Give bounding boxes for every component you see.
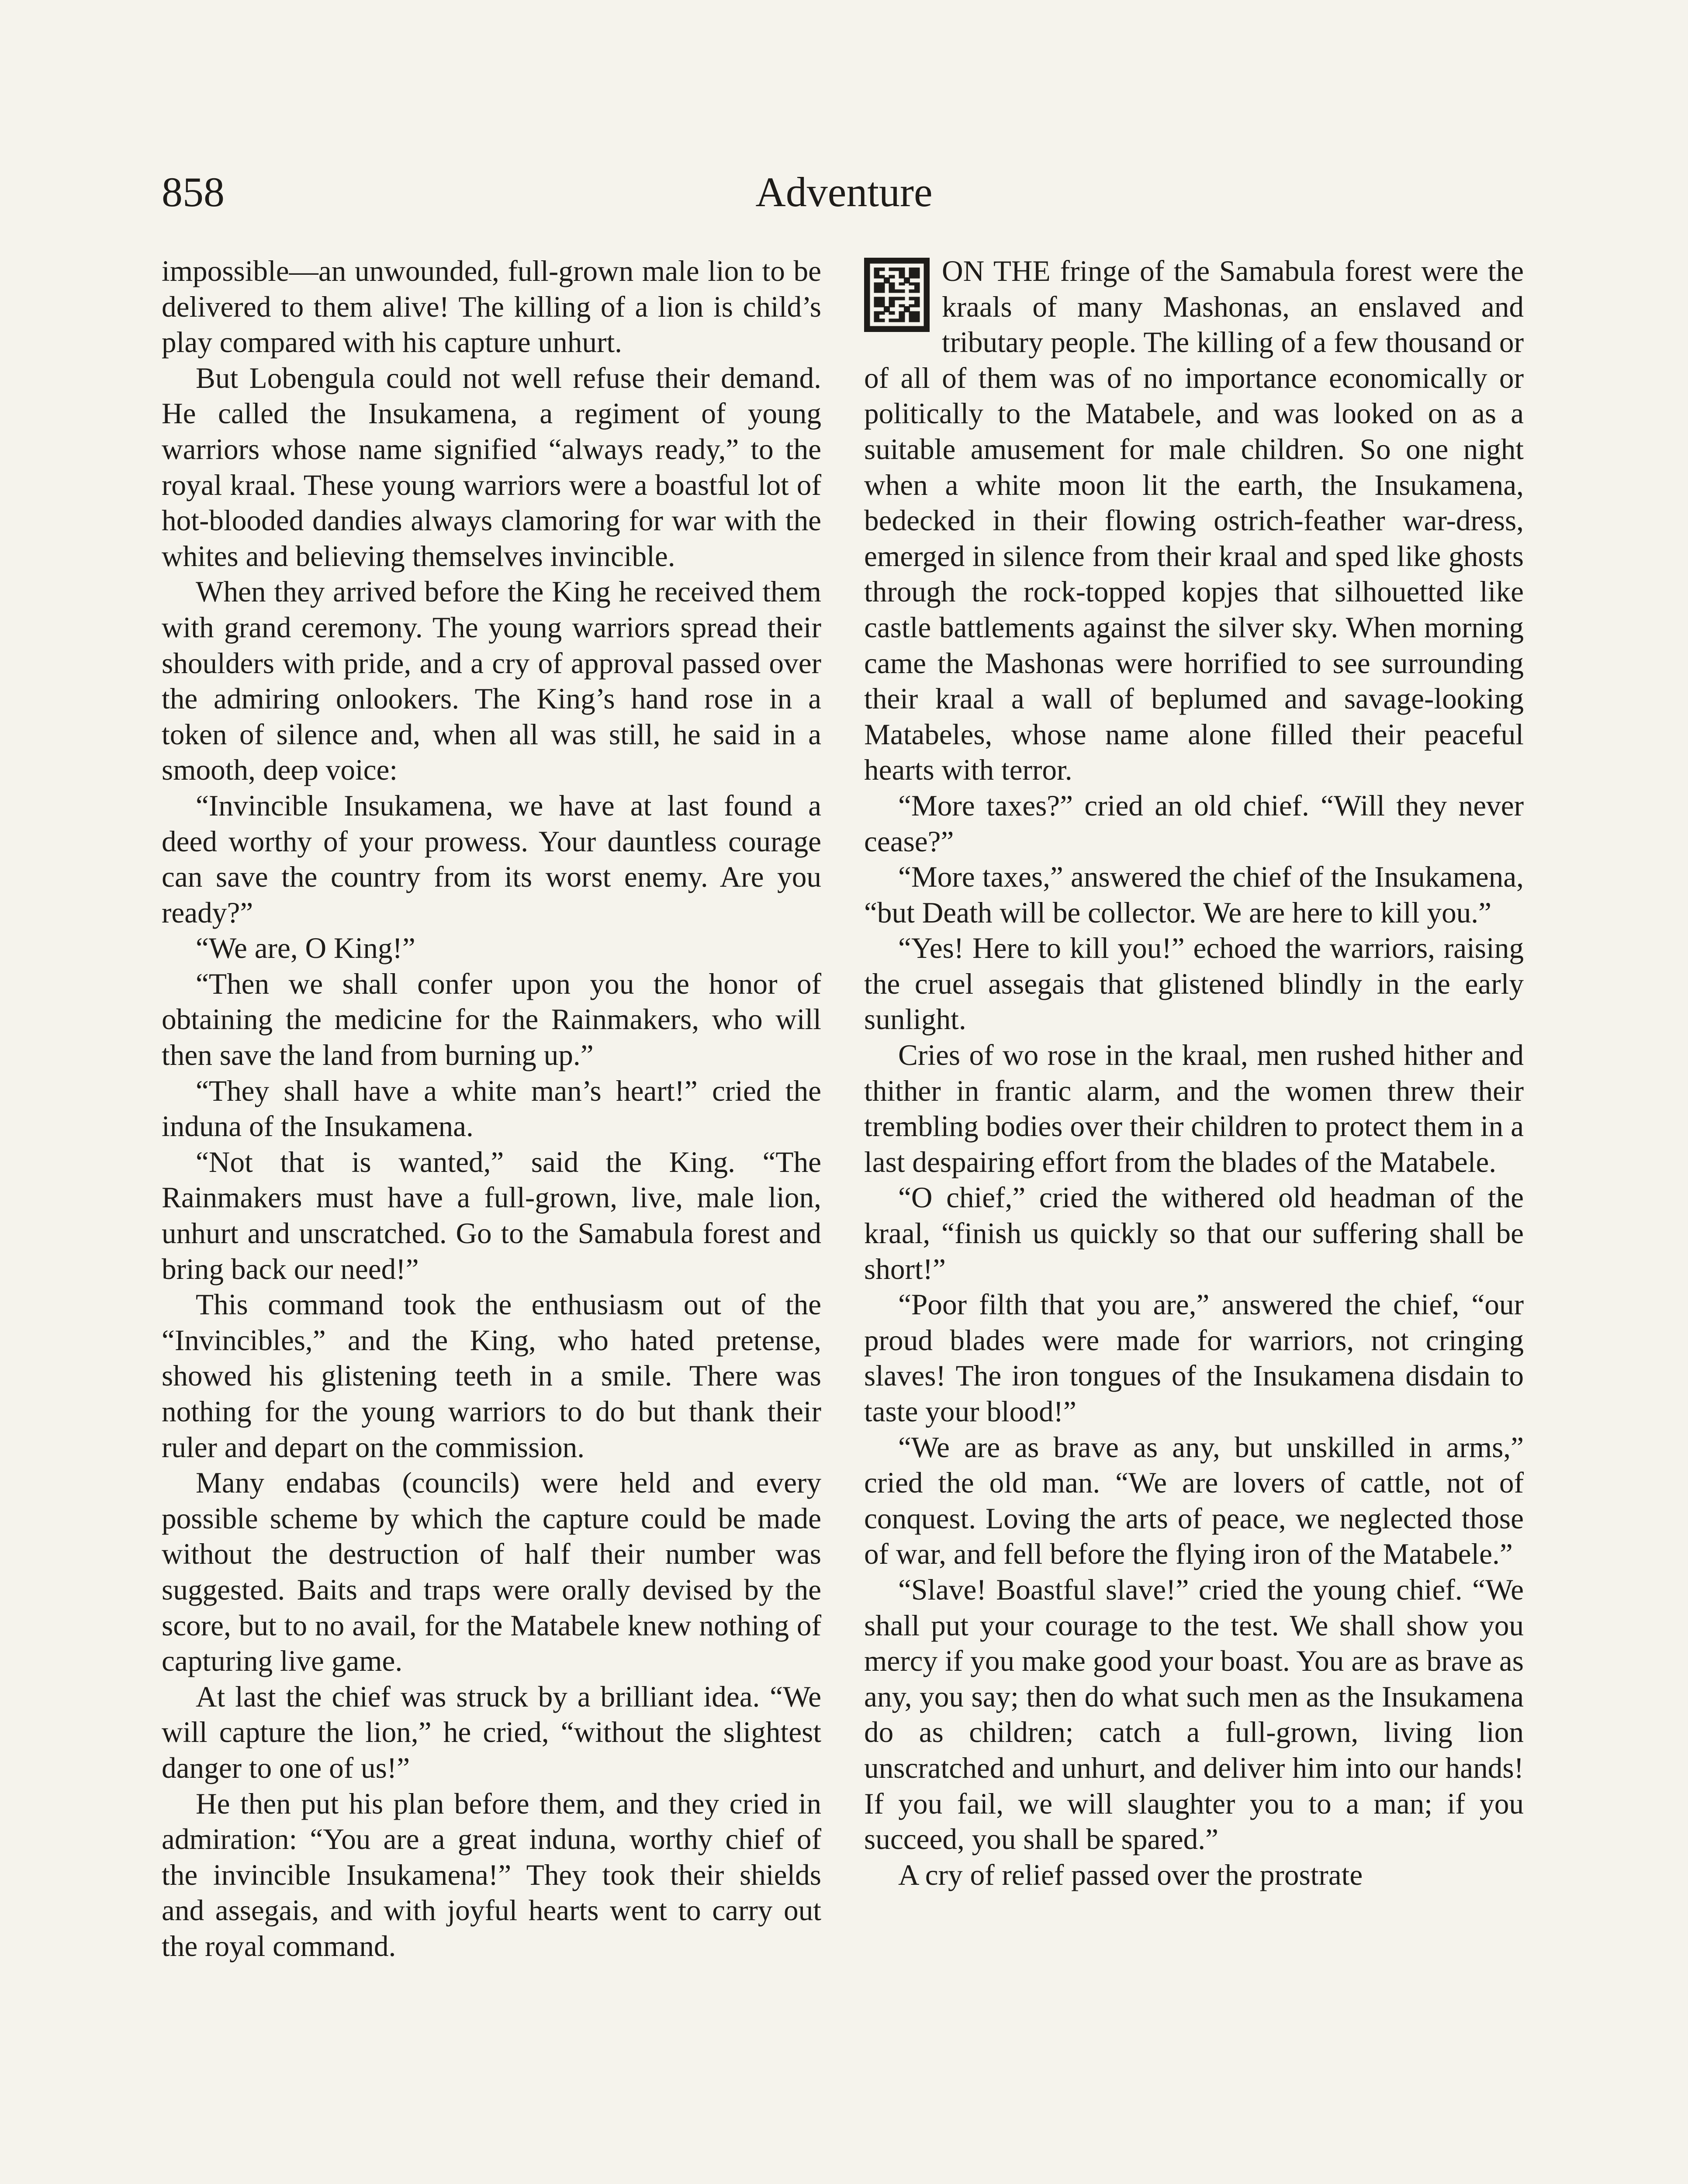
paragraph: “Invincible Insukamena, we have at last found a deed worthy of your prowess. Your dauntless courage can save the country from its worst enemy. Are you ready?” <box>162 789 821 929</box>
paragraph: At last the chief was struck by a brilliant idea. “We will capture the lion,” he cried, “without the slightest danger to one of us!” <box>162 1680 821 1784</box>
paragraph: impossible—an unwounded, full-grown male lion to be delivered to them alive! The killing of a lion is child’s play compared with his capture unhurt. <box>162 255 821 359</box>
paragraph: ON THE fringe of the Samabula forest were the kraals of many Mashonas, an enslaved and tributary people. The killing of a few thousand or of all of them was of no importance economically or politically to the Matabele, and was looked on as a suitable amusement for male children. So one night when a white moon lit the earth, the Insukamena, bedecked in their flowing ostrich-feather war-dress, emerged in silence from their kraal and sped like ghosts through the rock-topped kopjes that silhouetted like castle battlements against the silver sky. When morning came the Mashonas were horrified to see surrounding their kraal a wall of beplumed and savage-looking Matabeles, whose name alone filled their peaceful hearts with terror. <box>864 255 1524 787</box>
paragraph: Cries of wo rose in the kraal, men rushed hither and thither in frantic alarm, and the women threw their trembling bodies over their children to protect them in a last despairing effort from the blades of the Matabele. <box>864 1039 1524 1178</box>
paragraph: Many endabas (councils) were held and every possible scheme by which the capture could be made without the destruction of half their number was suggested. Baits and traps were orally devised by the score, but to no avail, for the Matabele knew nothing of capturing live game. <box>162 1466 821 1678</box>
paragraph: When they arrived before the King he received them with grand ceremony. The young warriors spread their shoulders with pride, and a cry of approval passed over the admiring onlookers. The King’s hand rose in a token of silence and, when all was still, he said in a smooth, deep voice: <box>162 575 821 787</box>
running-title: Adventure <box>755 169 933 215</box>
paragraph: “More taxes?” cried an old chief. “Will they never cease?” <box>864 789 1524 858</box>
paragraph: He then put his plan before them, and they cried in admiration: “You are a great induna, worthy chief of the invincible Insukamena!” They took their shields and assegais, and with joyful hearts went to carry out the royal command. <box>162 1787 821 1963</box>
paragraph: “They shall have a white man’s heart!” cried the induna of the Insukamena. <box>162 1074 821 1143</box>
paragraph: “We are, O King!” <box>196 932 415 965</box>
page-number: 858 <box>162 169 225 215</box>
paragraph: But Lobengula could not well refuse their demand. He called the Insukamena, a regiment of young warriors whose name signified “always ready,” to the royal kraal. These young warriors were a boastful lot of hot-blooded dandies always clamoring for war with the whites and believing themselves invincible. <box>162 361 821 573</box>
paragraph: “Poor filth that you are,” answered the chief, “our proud blades were made for warriors, not cringing slaves! The iron tongues of the Insukamena disdain to taste your blood!” <box>864 1288 1524 1428</box>
paragraph: “We are as brave as any, but unskilled in arms,” cried the old man. “We are lovers of cattle, not of conquest. Loving the arts of peace, we neglected those of war, and fell before the flying iron of the Matabele.” <box>864 1431 1524 1571</box>
paragraph: “More taxes,” answered the chief of the Insukamena, “but Death will be collector. We are here to kill you.” <box>864 860 1524 929</box>
left-text-column <box>162 253 821 2184</box>
paragraph: This command took the enthusiasm out of the “Invincibles,” and the King, who hated pretense, showed his glistening teeth in a smile. There was nothing for the young warriors to do but thank their ruler and depart on the commission. <box>162 1288 821 1464</box>
paragraph: “O chief,” cried the withered old headman of the kraal, “finish us quickly so that our suffering shall be short!” <box>864 1181 1524 1286</box>
paragraph: “Not that is wanted,” said the King. “The Rainmakers must have a full-grown, live, male lion, unhurt and unscratched. Go to the Samabula forest and bring back our need!” <box>162 1145 821 1286</box>
decorative-knot-ornament-icon <box>864 258 930 332</box>
paragraph: “Then we shall confer upon you the honor of obtaining the medicine for the Rainmakers, who will then save the land from burning up.” <box>162 967 821 1072</box>
paragraph: A cry of relief passed over the prostrate <box>898 1858 1363 1891</box>
right-text-column <box>864 253 1524 2184</box>
paragraph: “Slave! Boastful slave!” cried the young chief. “We shall put your courage to the test. We shall show you mercy if you make good your boast. You are as brave as any, you say; then do what such men as the Insukamena do as children; catch a full-grown, living lion unscratched and unhurt, and deliver him into our hands! If you fail, we will slaughter you to a man; if you succeed, you shall be spared.” <box>864 1573 1524 1856</box>
paragraph: “Yes! Here to kill you!” echoed the warriors, raising the cruel assegais that glistened blindly in the early sunlight. <box>864 932 1524 1036</box>
page-header <box>162 166 1526 232</box>
